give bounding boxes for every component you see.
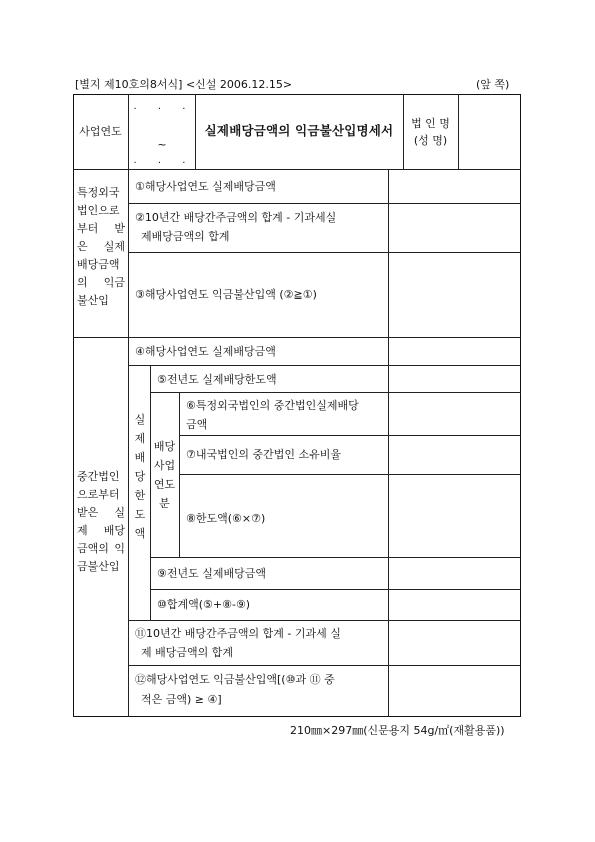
item-12-value[interactable]	[389, 666, 519, 715]
item-11-label-line: ⑪10년간 배당간주금액의 합계 - 기과세 실	[135, 627, 341, 640]
dividend-year-label-line: 사업	[153, 459, 176, 472]
dividend-year-label-line: 분	[159, 497, 170, 510]
item-9-value[interactable]	[389, 558, 519, 589]
date-range-tilde: ~	[157, 138, 167, 151]
section1-label-line: 부터 받	[77, 222, 125, 235]
date-end-dots: . . .	[133, 155, 195, 166]
item-10-label: ⑩합계액(⑤+⑧-⑨)	[157, 598, 251, 611]
page-side-label: (앞 쪽)	[476, 78, 510, 91]
item-4-label: ④해당사업연도 실제배당금액	[135, 345, 276, 358]
item-7-value[interactable]	[389, 436, 519, 474]
section1-label-line: 불산입	[77, 294, 109, 307]
item-6-label-line: 금액	[186, 418, 208, 431]
section2-label-line: 제 배당	[77, 524, 125, 537]
corp-name-label: 법 인 명	[411, 117, 450, 130]
item-10-value[interactable]	[389, 590, 519, 620]
section2-label-line: 금불산입	[77, 560, 120, 573]
section1-label-line: 의 익금	[77, 276, 125, 289]
item-12-label-line: 적은 금액) ≥ ④]	[141, 693, 222, 706]
form-title: 실제배당금액의 익금불산입명세서	[204, 123, 394, 138]
item-2-label-line: ②10년간 배당간주금액의 합계 - 기과세실	[135, 211, 337, 224]
business-year-label: 사업연도	[79, 125, 122, 138]
section2-label-line: 으로부터	[77, 488, 120, 501]
item-5-value[interactable]	[389, 366, 519, 392]
item-8-label: ⑧한도액(⑥×⑦)	[186, 512, 266, 525]
item-1-value[interactable]	[389, 170, 519, 203]
section1-label-line: 은 실제	[77, 240, 125, 253]
paper-spec: 210㎜×297㎜(신문용지 54g/㎡(재활용품))	[290, 724, 505, 737]
dividend-year-label-line: 연도	[153, 478, 176, 491]
dividend-exclusion-form	[73, 94, 521, 717]
section2-label-line: 받은 실	[77, 506, 125, 519]
item-6-value[interactable]	[389, 393, 519, 435]
actual-dividend-limit-label: 실제배당한도액	[134, 413, 146, 540]
item-2-label-line: 제배당금액의 합계	[141, 230, 230, 243]
item-6-label-line: ⑥특정외국법인의 중간법인실제배당	[186, 399, 359, 412]
corp-name-field[interactable]	[459, 96, 519, 168]
section2-label-line: 중간법인	[77, 470, 120, 483]
item-12-label-line: ⑫해당사업연도 익금불산입액[(⑩과 ⑪ 중	[135, 673, 335, 686]
section1-label-line: 특정외국	[77, 186, 120, 199]
date-start-dots: . . .	[133, 101, 195, 112]
form-reference: [별지 제10호의8서식] <신설 2006.12.15>	[75, 78, 293, 91]
item-9-label: ⑨전년도 실제배당금액	[157, 567, 266, 580]
item-2-value[interactable]	[389, 204, 519, 252]
item-11-label-line: 제 배당금액의 합계	[141, 646, 234, 659]
item-4-value[interactable]	[389, 338, 519, 365]
section2-label-line: 금액의 익	[77, 542, 125, 555]
item-5-label: ⑤전년도 실제배당한도액	[157, 373, 277, 386]
item-3-value[interactable]	[389, 253, 519, 337]
item-3-label: ③해당사업연도 익금불산입액 (②≧①)	[135, 288, 317, 301]
item-11-value[interactable]	[389, 621, 519, 665]
corp-name-sub-label: (성 명)	[413, 134, 448, 147]
section1-label-line: 법인으로	[77, 204, 120, 217]
section1-label-line: 배당금액	[77, 258, 120, 271]
item-7-label: ⑦내국법인의 중간법인 소유비율	[186, 448, 341, 461]
dividend-year-label-line: 배당	[153, 440, 176, 453]
divider	[128, 94, 129, 169]
item-8-value[interactable]	[389, 475, 519, 557]
item-1-label: ①해당사업연도 실제배당금액	[135, 180, 276, 193]
